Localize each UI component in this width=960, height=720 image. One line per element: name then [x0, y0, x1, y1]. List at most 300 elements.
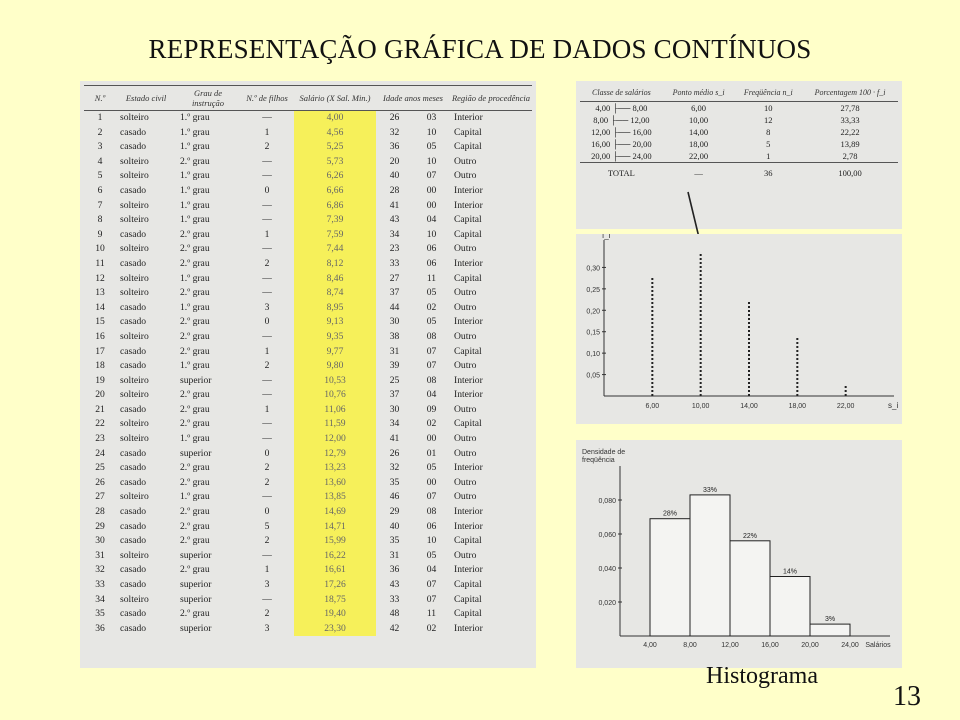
table-cell: 21 [95, 403, 105, 415]
table-cell: 33 [389, 593, 400, 605]
y-tick-label: 0,020 [598, 600, 616, 607]
table-cell: 36 [95, 622, 105, 634]
table-row [84, 461, 532, 476]
data-table [84, 85, 532, 636]
table-cell: solteiro [120, 374, 149, 386]
table-cell: solteiro [120, 491, 149, 503]
table-cell: 8,74 [294, 286, 376, 301]
table-row [84, 257, 532, 272]
table-cell: 6 [97, 184, 103, 196]
table-cell: superior [180, 374, 212, 386]
table-cell: 2.º grau [180, 243, 210, 255]
table-cell: Capital [454, 593, 482, 605]
table-row [84, 447, 532, 462]
table-cell: 08 [426, 330, 437, 342]
table-cell: 06 [426, 243, 437, 255]
table-cell: superior [180, 447, 212, 459]
table-cell: casado [120, 360, 147, 372]
frequency-row [580, 114, 898, 126]
table-cell: solteiro [120, 170, 149, 182]
table-cell: 2.º grau [180, 520, 210, 532]
frequency-cell: 5 [766, 139, 771, 149]
table-cell: 11 [426, 272, 437, 284]
data-table-header-cell: Estado civil [116, 86, 176, 111]
table-cell: 2.º grau [180, 155, 210, 167]
table-cell: 29 [389, 506, 400, 518]
bar-label: 33% [702, 486, 718, 494]
table-cell: 19 [95, 374, 105, 386]
table-cell: 1 [264, 345, 270, 357]
table-cell: 1.º grau [180, 170, 210, 182]
table-row [84, 520, 532, 535]
table-row [84, 403, 532, 418]
table-cell: solteiro [120, 199, 149, 211]
table-row [84, 199, 532, 214]
table-cell: — [262, 243, 272, 255]
frequency-cell: — [663, 163, 735, 184]
frequency-cell: 1 [766, 151, 771, 161]
table-cell: 05 [426, 287, 437, 299]
table-cell: 7,39 [294, 213, 376, 228]
table-cell: Outro [454, 491, 477, 503]
table-cell: 9,13 [294, 315, 376, 330]
frequency-cell: 100,00 [802, 163, 898, 184]
table-row [84, 549, 532, 564]
table-cell: casado [120, 228, 147, 240]
y-tick-label: 0,30 [586, 265, 600, 273]
x-axis-label: s_i [888, 401, 899, 410]
table-cell: — [262, 549, 272, 561]
table-cell: 2.º grau [180, 608, 210, 620]
table-cell: 2.º grau [180, 403, 210, 415]
table-cell: — [262, 418, 272, 430]
x-tick-label: 20,00 [801, 642, 819, 649]
frequency-cell: 8,00 ├── 12,00 [593, 115, 650, 125]
table-cell: Capital [454, 345, 482, 357]
slide-title: REPRESENTAÇÃO GRÁFICA DE DADOS CONTÍNUOS [148, 34, 812, 64]
table-cell: 05 [426, 462, 437, 474]
table-cell: solteiro [120, 433, 149, 445]
table-cell: Capital [454, 141, 482, 153]
y-tick-label: 0,10 [586, 351, 600, 359]
table-row [84, 578, 532, 593]
table-cell: 36 [389, 141, 400, 153]
table-cell: 3 [264, 301, 270, 313]
table-cell: Outro [454, 170, 477, 182]
table-cell: 28 [389, 184, 400, 196]
table-cell: Outro [454, 301, 477, 313]
frequency-cell: 16,00 ├── 20,00 [591, 139, 652, 149]
table-cell: 14,71 [294, 520, 376, 535]
table-cell: casado [120, 520, 147, 532]
x-tick-label: 4,00 [643, 642, 657, 649]
table-row [84, 476, 532, 491]
table-cell: 13,60 [294, 476, 376, 491]
table-cell: 1 [264, 228, 270, 240]
table-row [84, 184, 532, 199]
table-cell: 41 [389, 199, 400, 211]
table-cell: 8,95 [294, 301, 376, 316]
frequency-cell: 10 [764, 103, 773, 113]
table-cell: 08 [426, 374, 437, 386]
frequency-table-header-cell: Porcentagem 100 · f_i [802, 85, 898, 102]
table-cell: 1.º grau [180, 112, 210, 123]
table-cell: — [262, 593, 272, 605]
table-cell: Interior [454, 564, 483, 576]
x-tick-label: 24,00 [841, 642, 859, 649]
table-cell: 34 [95, 593, 105, 605]
table-cell: Interior [454, 506, 483, 518]
table-cell: 1.º grau [180, 199, 210, 211]
table-row [84, 432, 532, 447]
table-cell: 37 [389, 389, 400, 401]
table-cell: — [262, 330, 272, 342]
table-cell: 1.º grau [180, 491, 210, 503]
table-cell: 2.º grau [180, 462, 210, 474]
table-cell: 10 [95, 243, 105, 255]
table-cell: 1.º grau [180, 360, 210, 372]
table-cell: casado [120, 476, 147, 488]
table-cell: solteiro [120, 593, 149, 605]
table-cell: 14,69 [294, 505, 376, 520]
table-cell: 46 [389, 491, 400, 503]
table-cell: 3 [97, 141, 103, 153]
table-cell: casado [120, 126, 147, 138]
frequency-cell: 14,00 [689, 127, 709, 137]
table-cell: 2.º grau [180, 564, 210, 576]
table-cell: 0 [264, 447, 270, 459]
table-cell: solteiro [120, 418, 149, 430]
table-cell: casado [120, 301, 147, 313]
table-cell: 36 [389, 564, 400, 576]
table-cell: Outro [454, 447, 477, 459]
table-cell: 3 [264, 622, 270, 634]
data-table-body [84, 111, 532, 637]
table-cell: 5,73 [294, 155, 376, 170]
table-cell: 16,61 [294, 563, 376, 578]
table-cell: 1.º grau [180, 184, 210, 196]
table-cell: — [262, 112, 272, 123]
table-row [84, 563, 532, 578]
table-cell: 1 [97, 112, 103, 123]
frequency-cell: 13,89 [840, 139, 860, 149]
table-cell: 9 [97, 228, 103, 240]
table-cell: 0 [264, 184, 270, 196]
table-cell: 07 [426, 170, 437, 182]
table-cell: 33 [389, 257, 400, 269]
table-cell: casado [120, 622, 147, 634]
table-cell: 05 [426, 141, 437, 153]
table-cell: 8 [97, 214, 103, 226]
x-axis-label: Salários [865, 642, 891, 649]
frequency-table-body [580, 102, 898, 184]
table-cell: 4 [97, 155, 103, 167]
table-cell: 16 [95, 330, 105, 342]
table-cell: 6,26 [294, 169, 376, 184]
table-cell: 13 [95, 287, 105, 299]
table-cell: 00 [426, 433, 437, 445]
table-row [84, 490, 532, 505]
table-row [84, 242, 532, 257]
table-cell: Capital [454, 272, 482, 284]
table-row [84, 607, 532, 622]
table-cell: 33 [95, 579, 105, 590]
table-cell: 32 [389, 462, 400, 474]
x-tick-label: 16,00 [761, 642, 779, 649]
frequency-table [580, 85, 898, 183]
histogram-bar [810, 624, 850, 636]
table-cell: Interior [454, 374, 483, 386]
table-row [84, 140, 532, 155]
table-cell: 09 [426, 403, 437, 415]
table-cell: 07 [426, 579, 437, 590]
table-cell: 19,40 [294, 607, 376, 622]
table-cell: 04 [426, 389, 437, 401]
x-tick-label: 12,00 [721, 642, 739, 649]
page-number: 13 [893, 681, 921, 712]
table-cell: 1 [264, 564, 270, 576]
table-cell: Capital [454, 418, 482, 430]
table-cell: casado [120, 141, 147, 153]
table-cell: solteiro [120, 155, 149, 167]
table-cell: casado [120, 506, 147, 518]
table-cell: 17,26 [294, 578, 376, 593]
table-cell: solteiro [120, 243, 149, 255]
x-tick-label: 18,00 [788, 403, 807, 410]
table-cell: 30 [95, 535, 105, 547]
table-cell: 30 [389, 316, 400, 328]
x-tick-label: 8,00 [683, 642, 697, 649]
table-cell: 10,76 [294, 388, 376, 403]
table-cell: 00 [426, 184, 437, 196]
table-cell: casado [120, 403, 147, 415]
frequency-cell: TOTAL [580, 163, 663, 184]
table-cell: 25 [389, 374, 400, 386]
table-cell: 11,06 [294, 403, 376, 418]
table-cell: 05 [426, 316, 437, 328]
table-cell: 15,99 [294, 534, 376, 549]
table-cell: Interior [454, 389, 483, 401]
bar-label: 22% [742, 532, 758, 540]
table-cell: 23,30 [294, 622, 376, 637]
table-cell: 2.º grau [180, 257, 210, 269]
table-cell: 35 [95, 608, 105, 620]
table-row [84, 155, 532, 170]
table-cell: 14 [95, 301, 105, 313]
table-cell: 2.º grau [180, 330, 210, 342]
table-cell: 1.º grau [180, 433, 210, 445]
table-row [84, 388, 532, 403]
table-cell: 0 [264, 316, 270, 328]
table-row [84, 286, 532, 301]
table-cell: — [262, 433, 272, 445]
table-cell: Capital [454, 535, 482, 547]
frequency-cell: 12 [764, 115, 773, 125]
x-tick-label: 6,00 [645, 403, 660, 410]
frequency-cell: 33,33 [840, 115, 860, 125]
table-cell: casado [120, 184, 147, 196]
frequency-table-header [580, 85, 898, 102]
data-table-header-cell: Grau de instrução [176, 86, 240, 111]
table-cell: 34 [389, 418, 400, 430]
table-cell: casado [120, 535, 147, 547]
table-cell: casado [120, 462, 147, 474]
table-cell: 34 [389, 228, 400, 240]
table-cell: 02 [426, 418, 437, 430]
table-cell: 2 [264, 608, 270, 620]
table-cell: 22 [95, 418, 105, 430]
y-axis-label-line: freqüência [582, 457, 615, 464]
table-cell: 9,77 [294, 345, 376, 360]
table-cell: 42 [389, 622, 400, 634]
table-cell: casado [120, 257, 147, 269]
table-cell: 1.º grau [180, 272, 210, 284]
table-cell: Interior [454, 316, 483, 328]
table-row [84, 505, 532, 520]
table-cell: 5 [97, 170, 103, 182]
frequency-row [580, 126, 898, 138]
dotted-bar-chart-panel [576, 234, 902, 424]
table-row [84, 593, 532, 608]
data-table-header-cell: Idade anos meses [376, 86, 450, 111]
table-cell: 2.º grau [180, 345, 210, 357]
table-cell: 1.º grau [180, 301, 210, 313]
table-cell: 1.º grau [180, 214, 210, 226]
table-cell: 28 [95, 506, 105, 518]
table-cell: 2.º grau [180, 476, 210, 488]
table-cell: 2.º grau [180, 506, 210, 518]
table-cell: 27 [389, 272, 400, 284]
table-cell: superior [180, 549, 212, 561]
table-cell: solteiro [120, 287, 149, 299]
frequency-cell: 22,22 [840, 127, 860, 137]
frequency-table-header-cell: Classe de salários [580, 85, 663, 102]
table-cell: 8,46 [294, 272, 376, 287]
table-cell: 35 [389, 476, 400, 488]
table-cell: solteiro [120, 330, 149, 342]
table-cell: casado [120, 316, 147, 328]
table-cell: 6,66 [294, 184, 376, 199]
table-cell: 2.º grau [180, 316, 210, 328]
table-cell: 4,00 [294, 111, 376, 126]
table-cell: 12,79 [294, 447, 376, 462]
histogram-bar [730, 541, 770, 636]
table-cell: 38 [389, 330, 400, 342]
bar-label: 28% [662, 510, 678, 518]
table-cell: 13,85 [294, 490, 376, 505]
table-cell: 26 [95, 476, 105, 488]
table-cell: 24 [95, 447, 105, 459]
frequency-cell: 2,78 [842, 151, 858, 161]
table-cell: 29 [95, 520, 105, 532]
data-table-header-cell: Salário (X Sal. Min.) [294, 86, 376, 111]
table-cell: 7,44 [294, 242, 376, 257]
table-cell: — [262, 199, 272, 211]
table-cell: 2.º grau [180, 535, 210, 547]
table-cell: 1 [264, 126, 270, 138]
table-cell: 04 [426, 564, 437, 576]
table-cell: solteiro [120, 549, 149, 561]
table-cell: 12,00 [294, 432, 376, 447]
table-cell: 5,25 [294, 140, 376, 155]
data-table-header-cell: N.º [84, 86, 116, 111]
table-cell: 0 [264, 506, 270, 518]
table-cell: 9,35 [294, 330, 376, 345]
table-cell: 00 [426, 199, 437, 211]
table-cell: 9,80 [294, 359, 376, 374]
table-cell: 2.º grau [180, 228, 210, 240]
table-cell: 7 [97, 199, 103, 211]
table-cell: 31 [95, 549, 105, 561]
frequency-cell: 27,78 [840, 103, 860, 113]
histogram-bar [770, 577, 810, 637]
table-cell: superior [180, 593, 212, 605]
frequency-row [580, 138, 898, 150]
data-table-header-cell: Região de procedência [450, 86, 532, 111]
frequency-cell: 20,00 ├── 24,00 [591, 151, 652, 161]
table-cell: casado [120, 447, 147, 459]
table-cell: 2 [264, 535, 270, 547]
table-row [84, 272, 532, 287]
table-cell: 43 [389, 579, 400, 590]
table-cell: Interior [454, 112, 483, 123]
table-cell: Capital [454, 228, 482, 240]
table-cell: solteiro [120, 214, 149, 226]
table-cell: 23 [389, 243, 400, 255]
table-cell: Interior [454, 199, 483, 211]
table-cell: 1.º grau [180, 141, 210, 153]
table-cell: 27 [95, 491, 105, 503]
table-row [84, 534, 532, 549]
table-cell: 26 [389, 112, 400, 123]
frequency-cell: 36 [734, 163, 802, 184]
table-row [84, 228, 532, 243]
frequency-cell: 18,00 [689, 139, 709, 149]
table-cell: solteiro [120, 112, 149, 123]
histogram-panel [576, 440, 902, 668]
table-cell: 13,23 [294, 461, 376, 476]
table-row [84, 359, 532, 374]
table-cell: 2 [264, 141, 270, 153]
histogram-chart [576, 440, 902, 668]
table-cell: — [262, 374, 272, 386]
table-cell: Outro [454, 433, 477, 445]
x-tick-label: 10,00 [691, 403, 710, 410]
table-row [84, 301, 532, 316]
table-cell: 5 [264, 520, 270, 532]
table-cell: 2 [264, 257, 270, 269]
y-tick-label: 0,15 [586, 329, 600, 337]
table-cell: 39 [389, 360, 400, 372]
table-cell: Interior [454, 622, 483, 634]
table-row [84, 622, 532, 637]
data-table-header-cell: N.º de filhos [240, 86, 294, 111]
table-cell: 05 [426, 549, 437, 561]
y-tick-label: 0,060 [598, 532, 616, 539]
table-cell: Outro [454, 360, 477, 372]
bar-label: 14% [782, 568, 798, 576]
frequency-cell: 12,00 ├── 16,00 [591, 127, 652, 137]
table-cell: solteiro [120, 389, 149, 401]
frequency-cell: 10,00 [689, 115, 709, 125]
table-cell: casado [120, 608, 147, 620]
table-cell: Outro [454, 243, 477, 255]
table-cell: 17 [95, 345, 105, 357]
y-axis-label-line: Densidade de [582, 449, 626, 456]
dotted-bar-chart [576, 234, 902, 424]
frequency-table-header-cell: Ponto médio s_i [663, 85, 735, 102]
table-cell: Outro [454, 403, 477, 415]
